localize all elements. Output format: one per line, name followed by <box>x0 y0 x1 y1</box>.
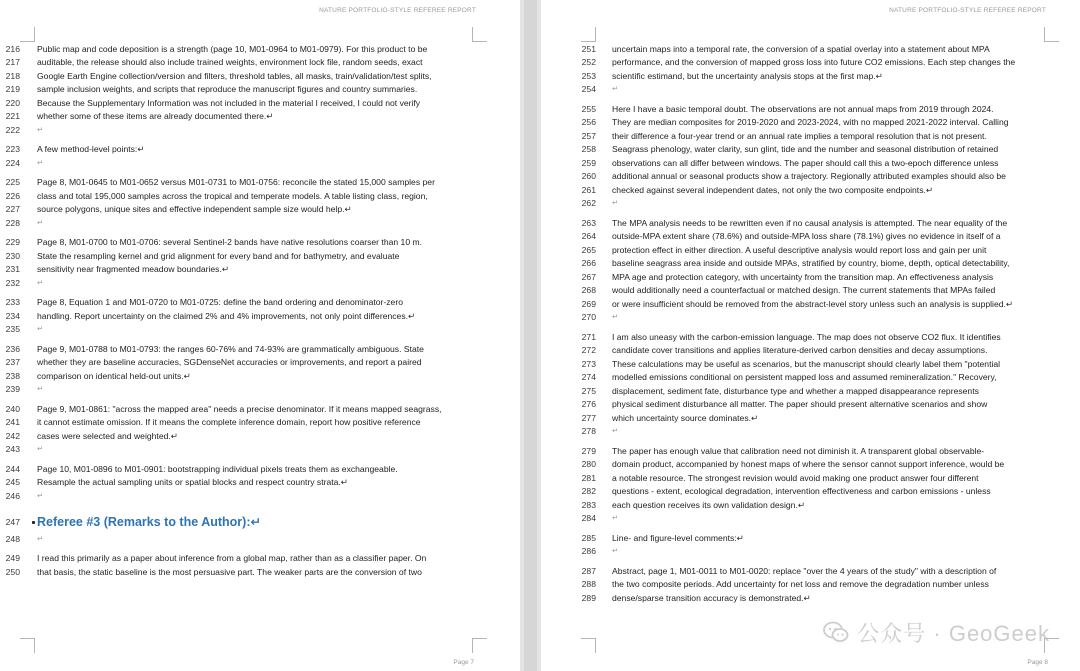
text-line <box>0 355 520 369</box>
line-number: 263 <box>581 217 596 228</box>
line-text[interactable]: Page 9, M01-0788 to M01-0793: the ranges 60-76% and 74-93% are grammatically ambiguous. State <box>37 343 424 354</box>
line-number: 278 <box>581 426 596 436</box>
margin-mark <box>581 638 596 653</box>
page-number: Page 8 <box>1027 659 1048 666</box>
text-line <box>541 69 1080 83</box>
paragraph-mark[interactable]: ↵ <box>37 490 44 500</box>
line-number: 264 <box>581 231 596 241</box>
line-number: 256 <box>581 117 596 127</box>
text-line <box>541 256 1080 270</box>
text-line <box>0 276 520 290</box>
line-text[interactable]: They are median composites for 2019-2020 and 2023-2024, with no mapped 2021-2022 interval. Calling <box>612 117 1009 127</box>
line-text[interactable]: auditable, the release should also include trained weights, environment lock file, random seeds, exact <box>37 57 423 67</box>
line-number: 237 <box>5 357 20 367</box>
line-number: 269 <box>581 298 596 309</box>
running-header: NATURE PORTFOLIO-STYLE REFEREE REPORT <box>319 7 476 14</box>
line-number: 267 <box>581 271 596 282</box>
text-line <box>541 156 1080 170</box>
line-number: 258 <box>581 144 596 154</box>
text-line <box>541 55 1080 69</box>
line-number: 253 <box>581 70 596 81</box>
line-number: 226 <box>5 190 20 201</box>
line-number: 261 <box>581 184 596 195</box>
text-line <box>0 142 520 156</box>
text-line <box>541 577 1080 591</box>
text-line <box>541 357 1080 371</box>
vertical-scrollbar[interactable] <box>524 0 537 671</box>
line-text[interactable]: that basis, the static baseline is the most persuasive part. The weaker parts are the conversion of two <box>37 566 422 577</box>
line-number: 282 <box>581 486 596 496</box>
text-line <box>541 196 1080 210</box>
line-text[interactable]: I am also uneasy with the carbon-emission language. The map does not observe CO2 flux. It identifies <box>612 331 1001 342</box>
text-line <box>0 342 520 356</box>
line-number: 244 <box>5 463 20 474</box>
line-text[interactable]: handling. Report uncertainty on the claimed 2% and 4% improvements, not only point differences.↵ <box>37 310 416 321</box>
line-text[interactable]: Page 8, M01-0700 to M01-0706: several Sentinel-2 bands have native resolutions coarser than 10 m. <box>37 237 423 247</box>
text-line <box>0 109 520 123</box>
line-number: 223 <box>5 144 20 154</box>
line-text[interactable]: dense/sparse transition accuracy is demonstrated.↵ <box>612 592 811 603</box>
line-number: 289 <box>581 592 596 603</box>
watermark <box>823 619 1050 645</box>
line-number: 259 <box>581 157 596 168</box>
text-line <box>541 370 1080 384</box>
line-text[interactable]: which uncertainty source dominates.↵ <box>612 412 759 423</box>
line-text[interactable]: a notable resource. The strongest revision would avoid making one product answer four different <box>612 472 979 483</box>
line-text[interactable]: Page 8, Equation 1 and M01-0720 to M01-0725: define the band ordering and denominator-zero <box>37 297 403 307</box>
paragraph-mark[interactable]: ↵ <box>612 546 619 555</box>
text-line <box>541 564 1080 578</box>
paragraph-mark[interactable]: ↵ <box>37 157 44 167</box>
text-line <box>0 532 520 546</box>
line-number: 234 <box>5 310 20 321</box>
text-line <box>0 82 520 96</box>
wechat-icon <box>823 621 849 643</box>
text-line <box>541 484 1080 498</box>
line-text[interactable]: physical sediment disturbance all matter. The paper should present alternative scenarios and show <box>612 399 988 409</box>
line-number: 219 <box>5 84 20 94</box>
text-line <box>541 115 1080 129</box>
paragraph-mark[interactable]: ↵ <box>37 444 44 453</box>
line-number: 268 <box>581 285 596 295</box>
line-text[interactable]: scientific estimand, but the uncertainty analysis stops at the first map.↵ <box>612 70 883 81</box>
line-text[interactable]: questions - extent, ecological degradation, intervention effectiveness and carbon emissions - unless <box>612 486 991 496</box>
line-text[interactable]: The paper has enough value that calibration need not diminish it. A transparent global observable- <box>612 445 985 456</box>
text-line <box>541 498 1080 512</box>
text-line <box>0 442 520 456</box>
line-number: 270 <box>581 312 596 322</box>
line-number: 254 <box>581 84 596 94</box>
text-line <box>541 102 1080 116</box>
line-number: 283 <box>581 499 596 510</box>
text-line <box>541 42 1080 56</box>
line-number: 221 <box>5 111 20 121</box>
text-line <box>541 411 1080 425</box>
line-number: 251 <box>581 43 596 54</box>
line-text[interactable]: whether they are baseline accuracies, SGDenseNet accuracies or improvements, and report a paired <box>37 357 422 367</box>
margin-mark <box>472 638 487 653</box>
margin-mark <box>20 27 35 42</box>
line-text[interactable]: performance, and the conversion of mapped gross loss into future CO2 emissions. Each step changes the <box>612 57 1016 67</box>
text-line <box>0 415 520 429</box>
paragraph-mark[interactable]: ↵ <box>37 217 44 227</box>
text-line <box>541 511 1080 525</box>
line-number: 262 <box>581 198 596 208</box>
line-number: 225 <box>5 177 20 187</box>
line-number: 252 <box>581 57 596 67</box>
line-number: 285 <box>581 532 596 543</box>
line-text[interactable]: A few method-level points:↵ <box>37 144 145 154</box>
line-number: 266 <box>581 258 596 268</box>
line-text[interactable]: uncertain maps into a temporal rate, the conversion of a spatial overlay into a statement about MPA <box>612 43 990 54</box>
text-line <box>0 369 520 383</box>
line-text[interactable]: the two composite periods. Add uncertainty for net loss and remove the degradation number unless <box>612 579 989 589</box>
line-number: 272 <box>581 345 596 355</box>
text-line <box>0 322 520 336</box>
text-line <box>541 471 1080 485</box>
paragraph-mark[interactable]: ↵ <box>612 312 619 321</box>
text-line <box>541 297 1080 311</box>
page-number: Page 7 <box>453 659 474 666</box>
line-text[interactable]: MPA age and protection category, with uncertainty from the transition map. An effectiveness analysis <box>612 271 994 282</box>
text-line <box>0 156 520 170</box>
line-text[interactable]: displacement, sediment fate, disturbance type and whether a mapped disappearance represents <box>612 385 979 396</box>
text-line <box>0 565 520 579</box>
text-line <box>0 69 520 83</box>
text-line <box>0 402 520 416</box>
line-number: 248 <box>5 533 20 544</box>
line-text[interactable]: Because the Supplementary Information was not included in the material I received, I could not verify <box>37 97 421 108</box>
line-text[interactable]: modelled emissions conditional on persistent mapped loss and assumed remineralization." Recovery, <box>612 372 997 382</box>
line-number: 243 <box>5 444 20 454</box>
line-text[interactable]: protection effect in either direction. A useful descriptive analysis would report loss and gain per unit <box>612 244 987 255</box>
line-number: 224 <box>5 157 20 168</box>
paragraph-mark[interactable]: ↵ <box>37 324 44 333</box>
margin-mark <box>581 27 596 42</box>
line-text[interactable]: Public map and code deposition is a strength (page 10, M01-0964 to M01-0979). For this product to be <box>37 43 428 54</box>
line-text[interactable]: Google Earth Engine collection/version and filters, threshold tables, all masks, train/validation/test splits, <box>37 70 432 81</box>
line-text[interactable]: it cannot estimate omission. If it means the complete inference domain, report how positive reference <box>37 417 421 427</box>
line-text[interactable]: These calculations may be useful as scenarios, but the manuscript should clearly label them "potential <box>612 358 1001 369</box>
text-line <box>541 243 1080 257</box>
text-line <box>0 382 520 396</box>
line-number: 281 <box>581 472 596 483</box>
line-text[interactable]: sensitivity near fragmented meadow boundaries.↵ <box>37 264 230 274</box>
line-number: 220 <box>5 97 20 108</box>
text-line <box>541 591 1080 605</box>
text-line <box>541 82 1080 96</box>
paragraph-mark[interactable]: ↵ <box>612 513 619 522</box>
text-line <box>0 551 520 565</box>
line-text[interactable]: candidate cover transitions and applies literature-derived carbon densities and decay assumptions. <box>612 345 988 355</box>
line-number: 250 <box>5 566 20 577</box>
line-number: 229 <box>5 237 20 247</box>
text-line <box>541 270 1080 284</box>
line-number: 233 <box>5 297 20 307</box>
text-line <box>541 384 1080 398</box>
line-number: 265 <box>581 244 596 255</box>
line-number: 271 <box>581 331 596 342</box>
line-text[interactable]: Line- and figure-level comments:↵ <box>612 532 744 543</box>
text-line <box>0 216 520 230</box>
line-text[interactable]: Resample the actual sampling units or spatial blocks and respect country strata.↵ <box>37 477 348 487</box>
line-text[interactable]: The MPA analysis needs to be rewritten even if no causal analysis is attempted. The near equality of the <box>612 217 1008 228</box>
text-line <box>541 283 1080 297</box>
line-number: 230 <box>5 250 20 261</box>
line-text[interactable]: checked against several independent dates, not only the two composite endpoints.↵ <box>612 184 934 195</box>
text-line <box>0 235 520 249</box>
line-number: 218 <box>5 70 20 81</box>
line-text[interactable]: Page 8, M01-0645 to M01-0652 versus M01-0731 to M01-0756: reconcile the stated 15,000 samples per <box>37 177 435 187</box>
line-number: 287 <box>581 565 596 576</box>
line-number: 236 <box>5 343 20 354</box>
paragraph-mark[interactable]: ↵ <box>612 84 619 93</box>
document-page-right <box>541 0 1080 671</box>
text-line <box>0 295 520 309</box>
text-line <box>541 330 1080 344</box>
line-text[interactable]: I read this primarily as a paper about inference from a global map, rather than as a classifier paper. On <box>37 553 427 563</box>
paragraph-mark[interactable]: ↵ <box>612 426 619 435</box>
paragraph-mark[interactable]: ↵ <box>37 533 44 543</box>
line-text[interactable]: would additionally need a counterfactual or matched design. The current statements that MPAs failed <box>612 285 996 295</box>
line-number: 222 <box>5 124 20 135</box>
line-number: 240 <box>5 403 20 414</box>
line-number: 286 <box>581 546 596 556</box>
text-line <box>0 249 520 263</box>
line-number: 235 <box>5 324 20 334</box>
line-text[interactable]: Page 10, M01-0896 to M01-0901: bootstrapping individual pixels treats them as exchangeable. <box>37 463 398 474</box>
text-line <box>0 123 520 137</box>
line-number: 241 <box>5 417 20 427</box>
watermark-text: 公众号 · GeoGeek <box>857 620 1050 646</box>
text-line <box>541 544 1080 558</box>
line-number: 231 <box>5 264 20 274</box>
text-line <box>541 169 1080 183</box>
margin-mark <box>472 27 487 42</box>
line-number: 249 <box>5 553 20 563</box>
margin-mark <box>1044 27 1059 42</box>
text-line <box>541 229 1080 243</box>
line-text[interactable]: additional annual or seasonal products show a trajectory. Regionally attributed examples should also be <box>612 171 1006 181</box>
line-text[interactable]: Abstract, page 1, M01-0011 to M01-0020: replace "over the 4 years of the study" with a description of <box>612 565 997 576</box>
line-text[interactable]: Page 9, M01-0861: "across the mapped area" needs a precise denominator. If it means mapped seagrass, <box>37 403 442 414</box>
line-number: 288 <box>581 579 596 589</box>
line-text[interactable]: Here I have a basic temporal doubt. The observations are not annual maps from 2019 through 2024. <box>612 103 994 114</box>
line-text[interactable]: source polygons, unique sites and effective independent sample size would help.↵ <box>37 204 352 214</box>
line-number: 279 <box>581 445 596 456</box>
line-number: 232 <box>5 277 20 288</box>
text-line <box>541 216 1080 230</box>
paragraph-mark[interactable]: ↵ <box>37 384 44 393</box>
text-line <box>0 489 520 503</box>
text-line <box>541 343 1080 357</box>
text-line <box>541 424 1080 438</box>
line-text[interactable]: baseline seagrass area inside and outside MPAs, stratified by country, biome, depth, optical detectability, <box>612 258 1010 268</box>
line-number: 275 <box>581 385 596 396</box>
line-number: 242 <box>5 430 20 441</box>
line-number: 216 <box>5 43 20 54</box>
line-number: 239 <box>5 384 20 394</box>
text-line <box>0 42 520 56</box>
line-number: 276 <box>581 399 596 409</box>
text-line <box>0 462 520 476</box>
line-number: 246 <box>5 490 20 501</box>
line-text[interactable]: domain product, accompanied by honest maps of where the sensor cannot support inference, would be <box>612 459 1005 469</box>
line-text[interactable]: State the resampling kernel and grid alignment for every band and for bathymetry, and evaluate <box>37 250 400 261</box>
running-header: NATURE PORTFOLIO-STYLE REFEREE REPORT <box>889 7 1046 14</box>
line-text[interactable]: class and total 195,000 samples across the tropical and temperate models. A table listing class, region, <box>37 190 428 201</box>
line-number: 260 <box>581 171 596 181</box>
text-line <box>0 96 520 110</box>
text-line <box>541 310 1080 324</box>
paragraph-mark[interactable]: ↵ <box>37 277 44 287</box>
line-text[interactable]: or were insufficient should be removed from the abstract-level story unless such an analysis is supplied.↵ <box>612 298 1014 309</box>
text-line <box>541 129 1080 143</box>
line-number: 273 <box>581 358 596 369</box>
text-line <box>541 142 1080 156</box>
line-number: 277 <box>581 412 596 423</box>
line-number: 284 <box>581 513 596 523</box>
text-line <box>0 202 520 216</box>
text-line <box>541 457 1080 471</box>
line-number: 274 <box>581 372 596 382</box>
paragraph-mark[interactable]: ↵ <box>37 124 44 134</box>
heading-text[interactable]: Referee #3 (Remarks to the Author):↵ <box>37 515 261 529</box>
text-line <box>0 475 520 489</box>
text-line <box>0 189 520 203</box>
line-number: 227 <box>5 204 20 214</box>
text-line <box>0 309 520 323</box>
text-line <box>541 444 1080 458</box>
heading-marker <box>32 521 35 524</box>
text-line <box>0 55 520 69</box>
line-text[interactable]: sample inclusion weights, and scripts that reproduce the manuscript figures and country summaries. <box>37 84 418 94</box>
line-number: 255 <box>581 103 596 114</box>
text-line <box>0 262 520 276</box>
line-text[interactable]: their difference a four-year trend or an annual rate implies a temporal resolution that is not present. <box>612 130 987 141</box>
line-number: 238 <box>5 370 20 381</box>
paragraph-mark[interactable]: ↵ <box>612 198 619 207</box>
text-line <box>0 429 520 443</box>
text-line <box>541 183 1080 197</box>
section-heading <box>0 514 520 530</box>
text-line <box>541 531 1080 545</box>
line-number: 228 <box>5 217 20 228</box>
line-text[interactable]: each question receives its own validation design.↵ <box>612 499 806 510</box>
line-number: 217 <box>5 57 20 67</box>
text-line <box>0 175 520 189</box>
line-number: 280 <box>581 459 596 469</box>
line-text[interactable]: comparison on identical held-out units.↵ <box>37 370 191 381</box>
line-number: 247 <box>5 517 20 527</box>
margin-mark <box>20 638 35 653</box>
line-number: 257 <box>581 130 596 141</box>
page-gutter <box>520 0 541 671</box>
line-text[interactable]: outside-MPA extent share (78.6%) and outside-MPA loss share (78.1%) gives no evidence in itself of a <box>612 231 1001 241</box>
line-text[interactable]: cases were selected and weighted.↵ <box>37 430 178 441</box>
document-page-left <box>0 0 520 671</box>
text-line <box>541 397 1080 411</box>
line-text[interactable]: whether some of these items are already documented there.↵ <box>37 111 274 121</box>
line-text[interactable]: Seagrass phenology, water clarity, sun glint, tide and the number and seasonal distribution of retained <box>612 144 999 154</box>
line-number: 245 <box>5 477 20 487</box>
line-text[interactable]: observations can all differ between windows. The paper should call this a two-epoch difference unless <box>612 157 999 168</box>
